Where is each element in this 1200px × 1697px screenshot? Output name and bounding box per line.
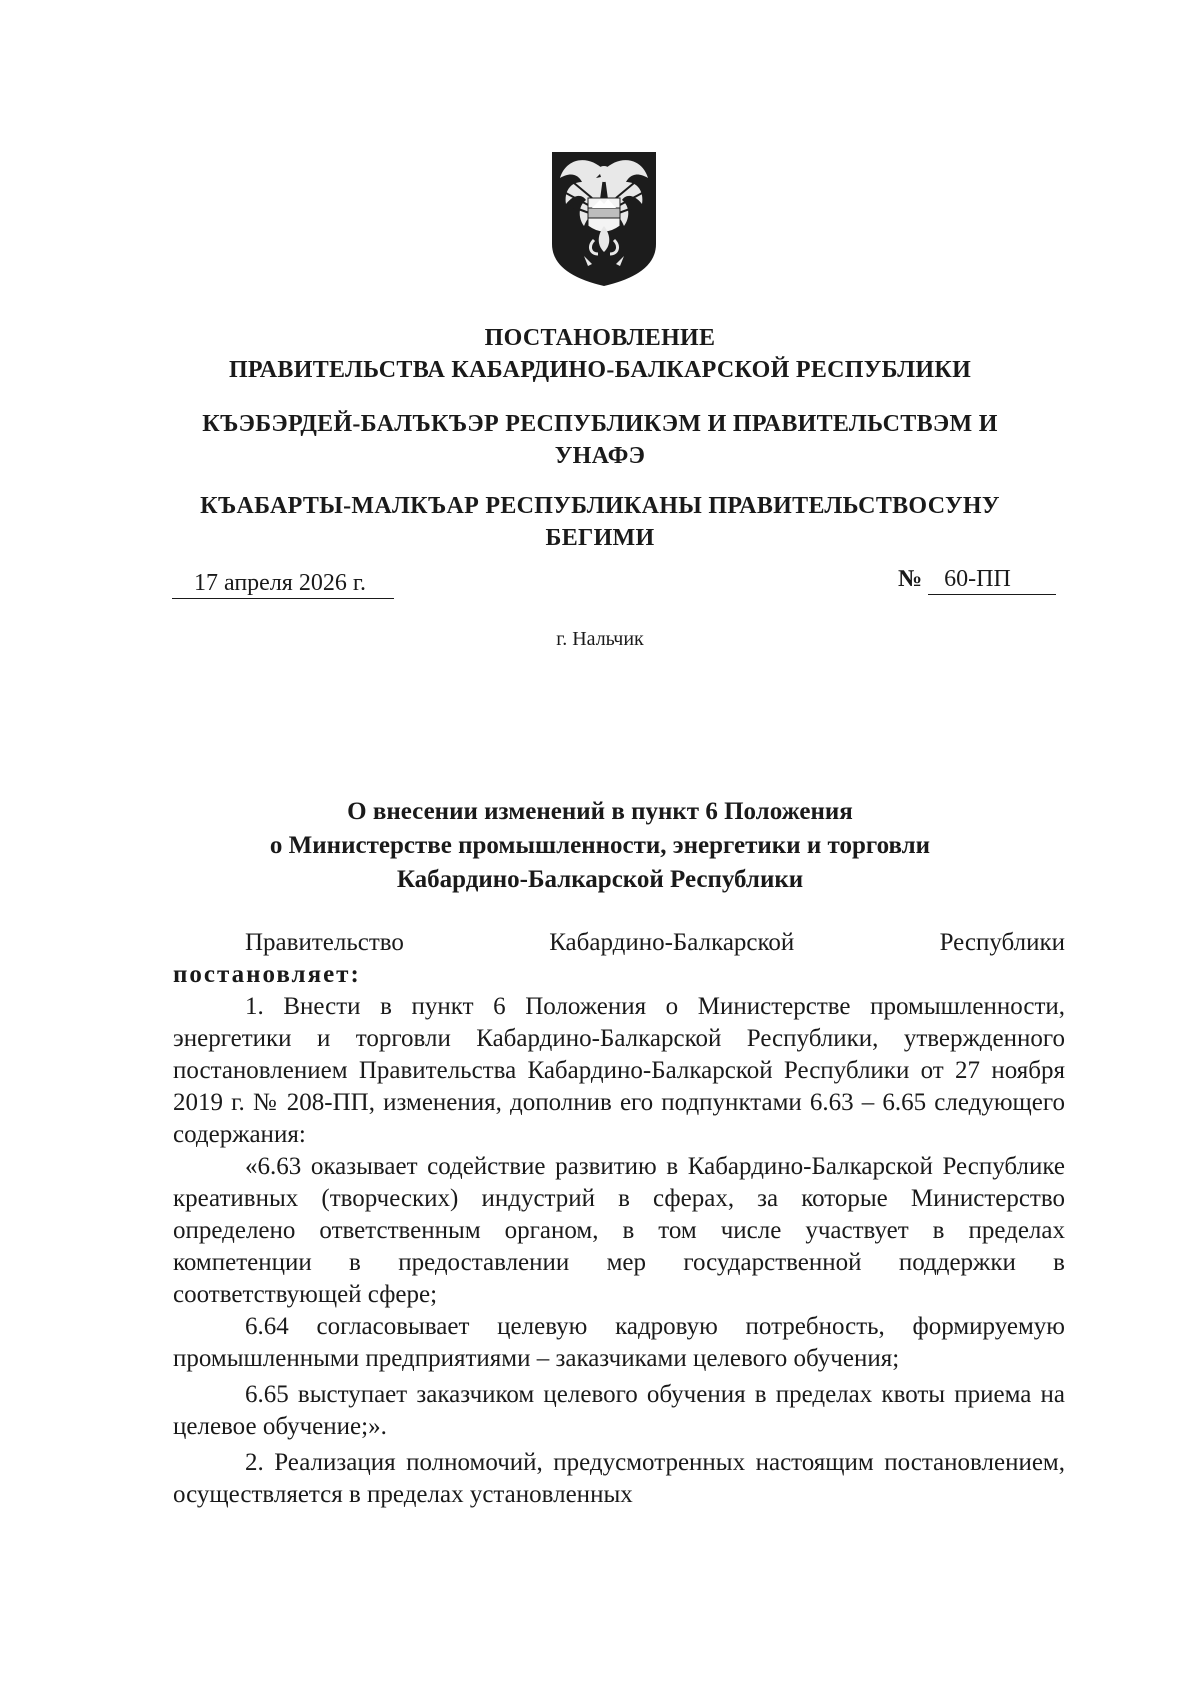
paragraph-4: 6.65 выступает заказчиком целевого обучения в пределах квоты приема на целевое обучение;». <box>173 1381 1065 1440</box>
balkar-title <box>150 490 1050 554</box>
number-sign: № <box>898 566 923 592</box>
document-number <box>898 564 1056 595</box>
number-value: 60-ПП <box>928 564 1056 595</box>
subject-line-3: Кабардино-Балкарской Республики <box>396 866 804 893</box>
city-name: г. Нальчик <box>556 628 644 650</box>
kabardian-title <box>150 408 1050 472</box>
title-line-1: ПОСТАНОВЛЕНИЕ <box>484 325 716 351</box>
preamble-word-1: Правительство <box>245 929 404 956</box>
preamble-word-3: Республики <box>939 929 1065 956</box>
paragraph-3: 6.64 согласовывает целевую кадровую потребность, формируемую промышленными предприятиями – заказчиками целевого обучения; <box>173 1313 1065 1372</box>
document-subject <box>150 795 1050 897</box>
balkar-line-2: БЕГИМИ <box>545 525 655 551</box>
paragraph-1: 1. Внести в пункт 6 Положения о Министерстве промышленности, энергетики и торговли Кабардино-Балкарской Республики, утвержденного постановлением Правительства Кабардино-Балкарской Республики от 27 ноября 2019 г. № 208-ПП, изменения, дополнив его подпунктами 6.63 – 6.65 следующего содержания: <box>173 993 1065 1148</box>
kabardian-line-2: УНАФЭ <box>554 443 646 469</box>
preamble-verb: постановляет: <box>173 961 361 988</box>
subject-line-1: О внесении изменений в пункт 6 Положения <box>347 798 853 825</box>
document-type-title <box>150 322 1050 386</box>
preamble <box>173 927 1065 991</box>
preamble-word-2: Кабардино-Балкарской <box>549 929 795 956</box>
balkar-line-1: КЪАБАРТЫ-МАЛКЪАР РЕСПУБЛИКАНЫ ПРАВИТЕЛЬСТВОСУНУ <box>200 493 1000 519</box>
kabardian-line-1: КЪЭБЭРДЕЙ-БАЛЪКЪЭР РЕСПУБЛИКЭМ И ПРАВИТЕЛЬСТВЭМ И <box>202 411 998 437</box>
document-date: 17 апреля 2026 г. <box>172 568 394 599</box>
document-body <box>173 991 1065 1511</box>
subject-line-2: о Министерстве промышленности, энергетики и торговли <box>269 832 931 859</box>
coat-of-arms-emblem <box>548 148 660 288</box>
paragraph-2: «6.63 оказывает содействие развитию в Кабардино-Балкарской Республике креативных (творческих) индустрий в сферах, за которые Министерство определено ответственным органом, в том числе участвует в пределах компетенции в предоставлении мер государственной поддержки в соответствующей сфере; <box>173 1153 1065 1308</box>
title-line-2: ПРАВИТЕЛЬСТВА КАБАРДИНО-БАЛКАРСКОЙ РЕСПУБЛИКИ <box>228 357 972 383</box>
paragraph-5: 2. Реализация полномочий, предусмотренных настоящим постановлением, осуществляется в пределах установленных <box>173 1449 1065 1508</box>
